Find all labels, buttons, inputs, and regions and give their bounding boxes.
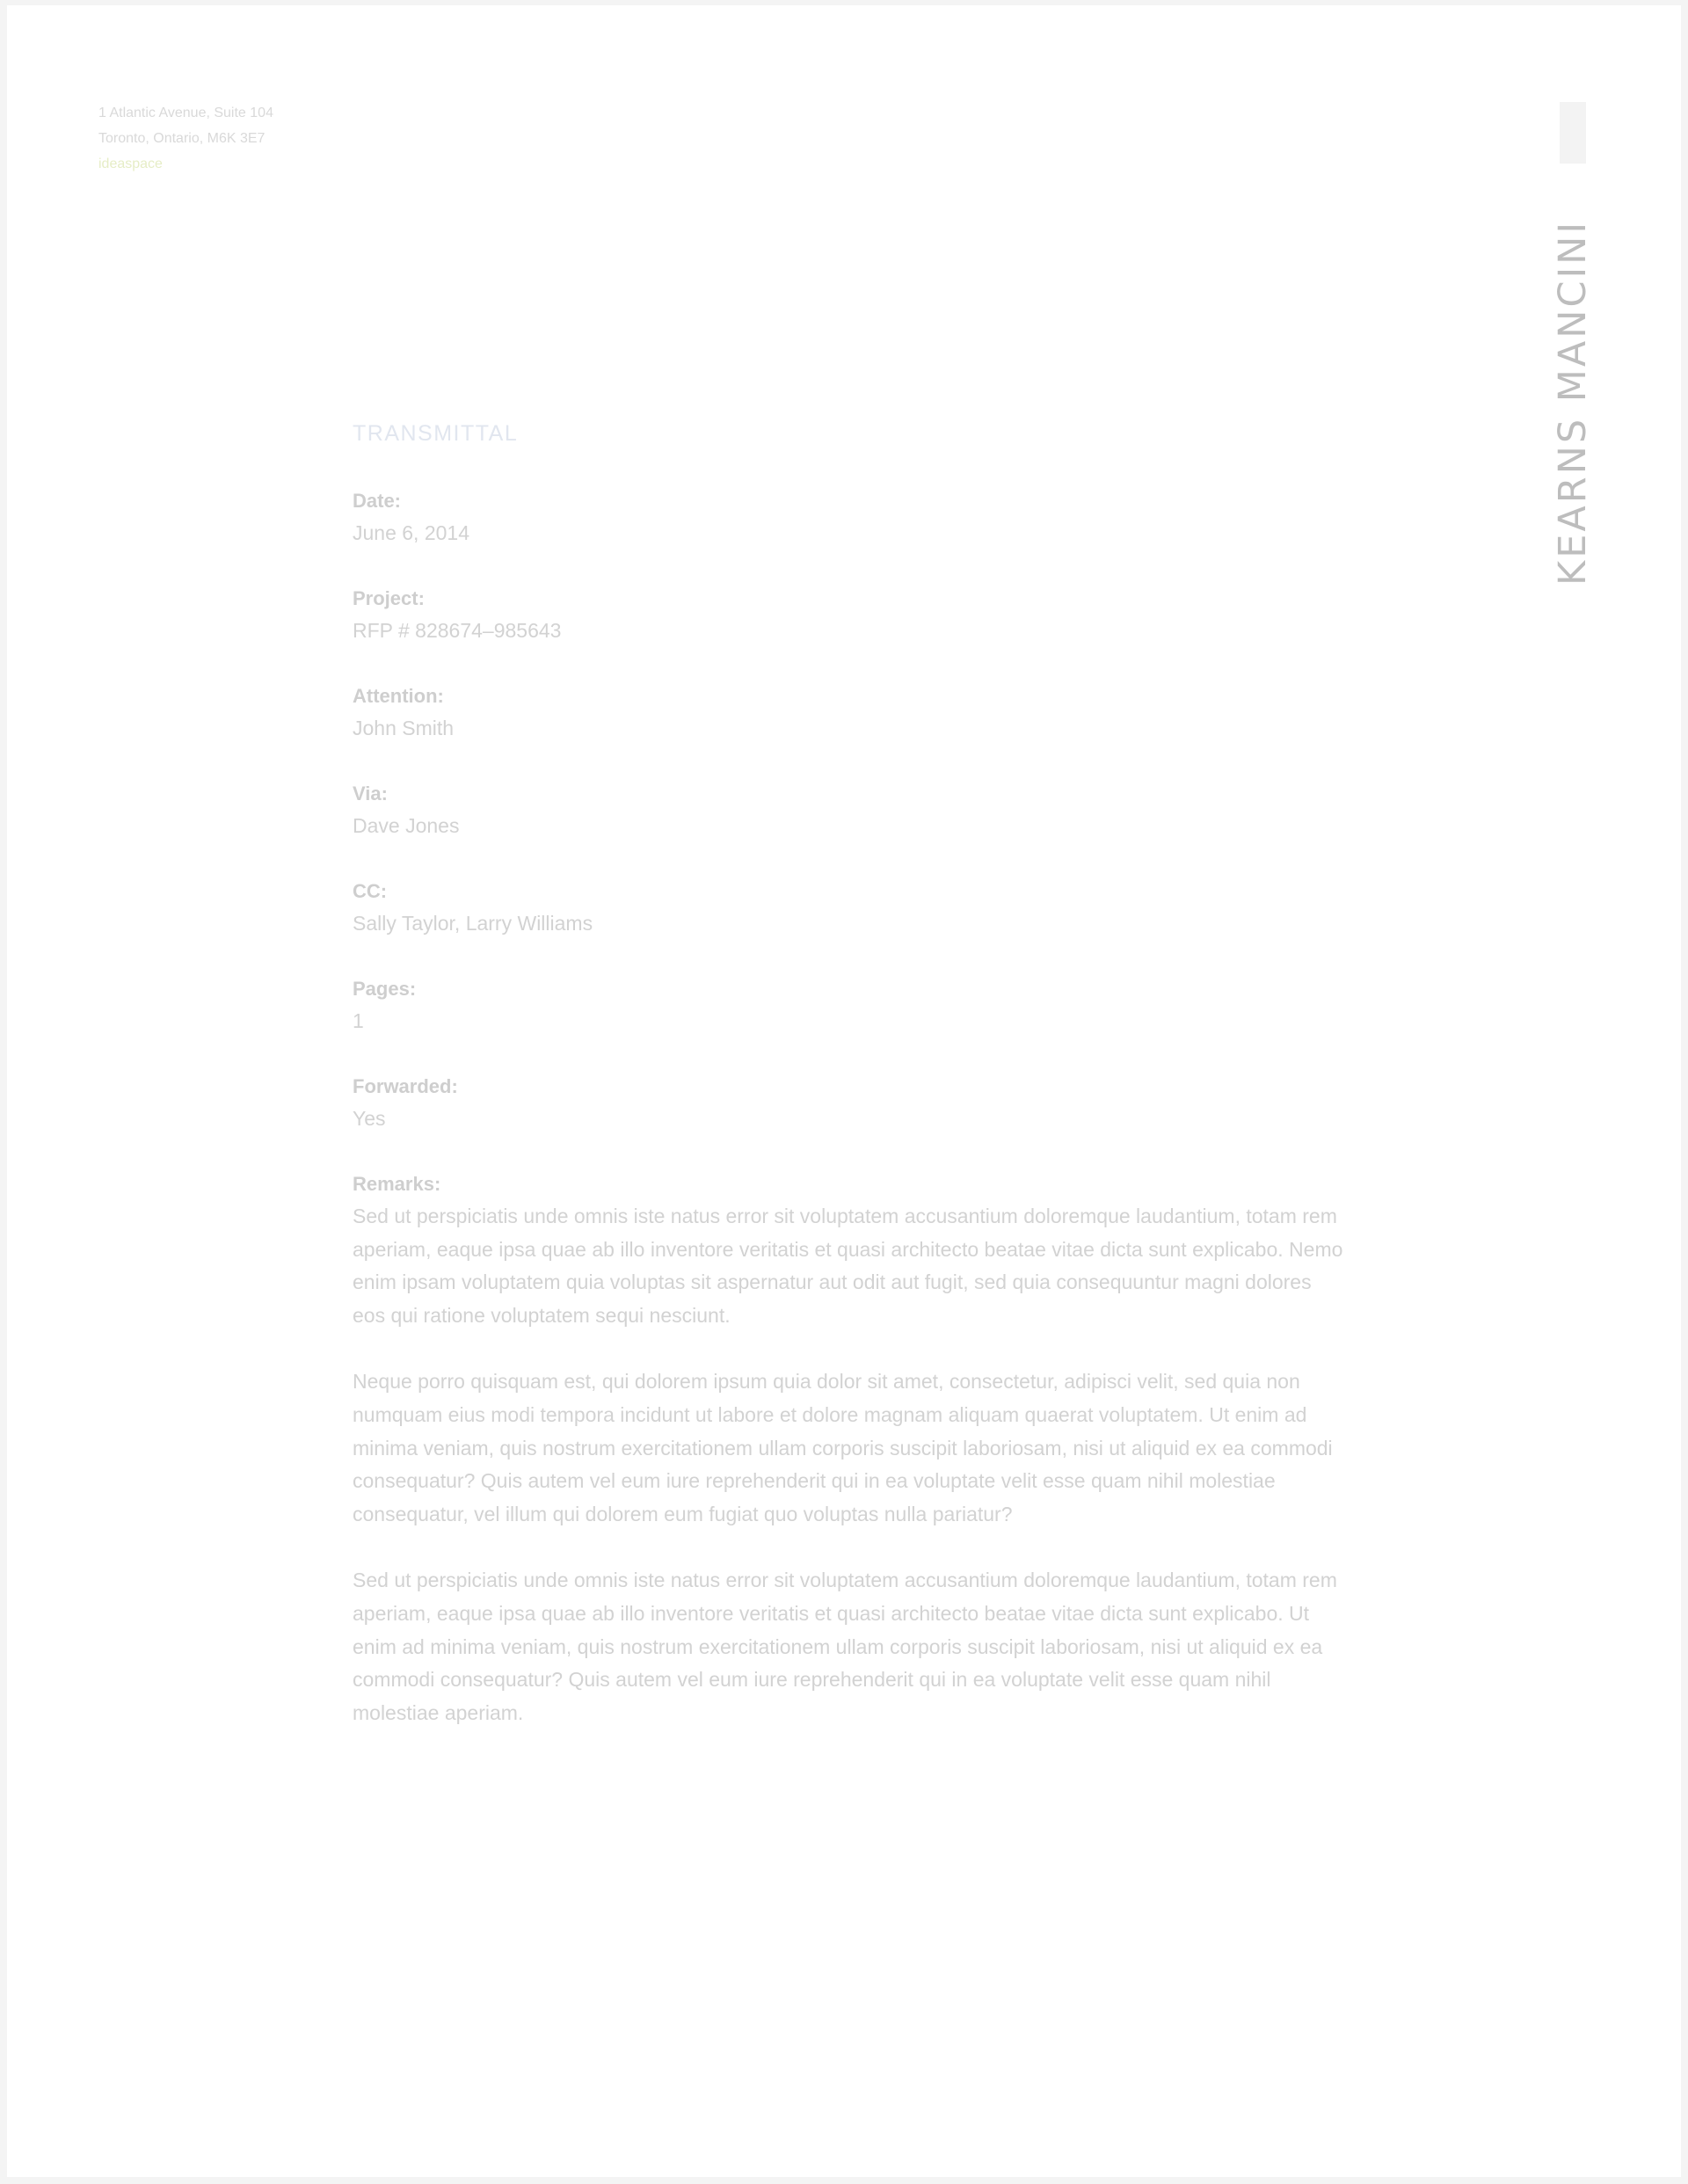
remarks-paragraph: Sed ut perspiciatis unde omnis iste natus error sit voluptatem accusantium doloremque laudantium, totam rem aperiam, eaque ipsa quae ab illo inventore veritatis et quasi architecto beatae vitae dicta sunt explicabo. Nemo enim ipsam voluptatem quia voluptas sit aspernatur aut odit aut fugit, sed quia consequuntur magni dolores eos qui ratione voluptatem sequi nesciunt.	[353, 1205, 1343, 1327]
field-value: RFP # 828674–985643	[353, 619, 562, 642]
field-date	[353, 484, 1346, 550]
field-label: Pages:	[353, 978, 417, 1000]
field-forwarded	[353, 1070, 1346, 1135]
brand-tab-decoration	[1560, 102, 1586, 164]
field-label: CC:	[353, 880, 388, 902]
field-label: Forwarded:	[353, 1075, 458, 1097]
field-attention	[353, 680, 1346, 745]
brand-name: KEARNS MANCINI	[1551, 219, 1595, 586]
letterhead-address	[98, 100, 273, 177]
remarks-paragraph: Neque porro quisquam est, qui dolorem ipsum quia dolor sit amet, consectetur, adipisci velit, sed quia non numquam eius modi tempora incidunt ut labore et dolore magnam aliquam quaerat voluptatem. Ut enim ad minima veniam, quis nostrum exercitationem ullam corporis suscipit laboriosam, nisi ut aliquid ex ea commodi consequatur? Quis autem vel eum iure reprehenderit qui in ea voluptate velit esse quam nihil molestiae consequatur, vel illum qui dolorem eum fugiat quo voluptas nulla pariatur?	[353, 1370, 1333, 1525]
transmittal-content	[353, 416, 1346, 1763]
field-label: Via:	[353, 783, 388, 804]
document-title: TRANSMITTAL	[353, 421, 519, 446]
field-value: 1	[353, 1009, 364, 1032]
field-pages	[353, 972, 1346, 1037]
field-cc	[353, 875, 1346, 940]
address-line-2: Toronto, Ontario, M6K 3E7	[98, 131, 266, 146]
field-value: John Smith	[353, 717, 455, 739]
field-value: Dave Jones	[353, 814, 460, 837]
remarks-section	[353, 1168, 1346, 1729]
remarks-paragraph: Sed ut perspiciatis unde omnis iste natus error sit voluptatem accusantium doloremque laudantium, totam rem aperiam, eaque ipsa quae ab illo inventore veritatis et quasi architecto beatae vitae dicta sunt explicabo. Ut enim ad minima veniam, quis nostrum exercitationem ullam corporis suscipit laboriosam, nisi ut aliquid ex ea commodi consequatur? Quis autem vel eum iure reprehenderit qui in ea voluptate velit esse quam nihil molestiae aperiam.	[353, 1569, 1337, 1724]
brand-logo	[1553, 102, 1593, 594]
field-label: Attention:	[353, 685, 444, 707]
address-line-1: 1 Atlantic Avenue, Suite 104	[98, 106, 273, 120]
document-page	[7, 5, 1681, 2177]
field-value: Yes	[353, 1107, 386, 1130]
remarks-label: Remarks:	[353, 1173, 441, 1195]
field-label: Date:	[353, 490, 402, 512]
field-label: Project:	[353, 587, 425, 609]
website-link[interactable]: ideaspace	[98, 157, 163, 171]
field-project	[353, 582, 1346, 647]
field-value: June 6, 2014	[353, 521, 470, 544]
field-via	[353, 777, 1346, 842]
field-value: Sally Taylor, Larry Williams	[353, 912, 593, 935]
